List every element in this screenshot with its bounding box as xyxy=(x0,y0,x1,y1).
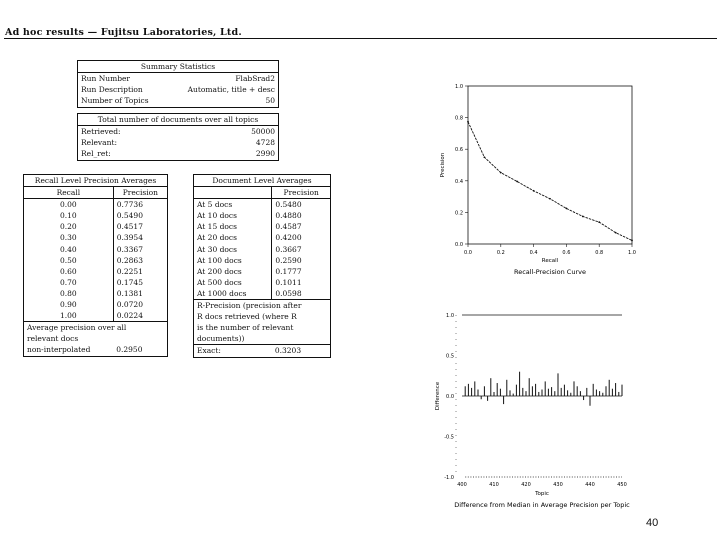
table-row xyxy=(194,266,331,277)
doc-precision-cell: 0.0598 xyxy=(272,288,331,300)
table-row xyxy=(24,299,168,310)
average-precision-label: relevant docs xyxy=(24,333,168,344)
totals-label: Relevant: xyxy=(81,138,118,147)
recall-table-title: Recall Level Precision Averages xyxy=(24,175,168,187)
y-tick-label: 0.4 xyxy=(455,178,463,185)
totals-value: 50000 xyxy=(251,127,275,136)
x-axis-label: Topic xyxy=(535,491,549,497)
header-rule xyxy=(4,38,717,39)
table-row xyxy=(24,221,168,232)
table-row xyxy=(194,255,331,266)
precision-column-header: Precision xyxy=(113,187,167,199)
precision-cell: 0.5490 xyxy=(113,210,167,221)
doc-cutoff-label: At 1000 docs xyxy=(194,288,272,300)
table-row xyxy=(194,277,331,288)
doc-cutoff-label: At 10 docs xyxy=(194,210,272,221)
doc-precision-cell: 0.5480 xyxy=(272,199,331,211)
data-point xyxy=(467,121,469,123)
precision-cell: 0.2251 xyxy=(113,266,167,277)
doc-precision-cell: 0.2590 xyxy=(272,255,331,266)
doc-table-title: Document Level Averages xyxy=(194,175,331,187)
data-point xyxy=(582,216,584,218)
totals-row xyxy=(78,137,278,148)
table-row xyxy=(194,244,331,255)
recall-cell: 1.00 xyxy=(24,310,114,322)
doc-precision-header: Precision xyxy=(272,187,331,199)
chart-title: Difference from Median in Average Precision per Topic xyxy=(454,501,630,509)
summary-box xyxy=(77,60,279,108)
y-tick-label: 1.0 xyxy=(455,84,463,90)
doc-blank-header xyxy=(194,187,272,199)
precision-cell: 0.3954 xyxy=(113,232,167,243)
recall-cell: 0.70 xyxy=(24,277,114,288)
recall-cell: 0.00 xyxy=(24,199,114,211)
x-axis-label: Recall xyxy=(541,258,559,264)
precision-cell: 0.0224 xyxy=(113,310,167,322)
summary-row xyxy=(78,84,278,95)
data-point xyxy=(598,221,600,223)
precision-cell: 0.4517 xyxy=(113,221,167,232)
data-point xyxy=(615,232,617,234)
doc-cutoff-label: At 30 docs xyxy=(194,244,272,255)
recall-cell: 0.40 xyxy=(24,244,114,255)
average-precision-label: Average precision over all xyxy=(24,322,168,334)
r-precision-text: documents)) xyxy=(194,333,331,345)
x-tick-label: 0.2 xyxy=(496,250,505,256)
summary-row xyxy=(78,73,278,84)
y-tick-label: 0.6 xyxy=(455,147,463,154)
summary-value: 50 xyxy=(265,96,275,105)
precision-cell: 0.0720 xyxy=(113,299,167,310)
y-tick-label: 0.0 xyxy=(455,242,463,248)
summary-label: Run Number xyxy=(81,74,131,83)
data-point xyxy=(500,172,502,174)
average-precision-value: 0.2950 xyxy=(113,344,167,356)
difference-from-median-chart xyxy=(430,305,650,515)
table-row xyxy=(24,288,168,299)
recall-cell: 0.80 xyxy=(24,288,114,299)
totals-row xyxy=(78,148,278,159)
x-tick-label: 420 xyxy=(521,482,531,488)
x-tick-label: 1.0 xyxy=(628,250,636,256)
data-point xyxy=(631,240,633,242)
x-tick-label: 450 xyxy=(617,482,627,488)
table-row xyxy=(24,310,168,322)
totals-value: 4728 xyxy=(255,138,275,147)
recall-precision-chart xyxy=(430,78,650,283)
doc-precision-cell: 0.1777 xyxy=(272,266,331,277)
x-tick-label: 0.0 xyxy=(464,250,472,256)
recall-cell: 0.30 xyxy=(24,232,114,243)
totals-label: Rel_ret: xyxy=(81,149,111,158)
doc-precision-cell: 0.4880 xyxy=(272,210,331,221)
data-point xyxy=(533,190,535,192)
page-number: 40 xyxy=(646,517,659,529)
precision-series-line xyxy=(468,122,632,241)
y-tick-label: 0.0 xyxy=(446,394,454,400)
table-row xyxy=(24,244,168,255)
totals-title: Total number of documents over all topics xyxy=(78,114,278,126)
x-tick-label: 0.6 xyxy=(562,250,571,256)
doc-precision-cell: 0.4587 xyxy=(272,221,331,232)
precision-cell: 0.1381 xyxy=(113,288,167,299)
document-level-table xyxy=(193,174,331,358)
data-point xyxy=(549,198,551,200)
y-axis-label: Precision xyxy=(440,152,446,178)
recall-cell: 0.60 xyxy=(24,266,114,277)
chart-title: Recall-Precision Curve xyxy=(514,268,586,276)
y-axis-label: Difference xyxy=(435,381,441,411)
exact-label: Exact: xyxy=(194,345,272,357)
totals-box xyxy=(77,113,279,161)
y-tick-label: 0.5 xyxy=(446,353,454,360)
doc-cutoff-label: At 20 docs xyxy=(194,232,272,243)
summary-value: Automatic, title + desc xyxy=(187,85,275,94)
x-tick-label: 430 xyxy=(553,482,563,488)
summary-label: Number of Topics xyxy=(81,96,149,105)
table-row xyxy=(194,199,331,211)
table-row xyxy=(194,210,331,221)
r-precision-text: R docs retrieved (where R xyxy=(194,311,331,322)
recall-cell: 0.50 xyxy=(24,255,114,266)
totals-value: 2990 xyxy=(255,149,275,158)
page-header: Ad hoc results — Fujitsu Laboratories, Ltd. xyxy=(5,27,242,38)
data-point xyxy=(484,156,486,158)
average-precision-label: non-interpolated xyxy=(24,344,114,356)
table-row xyxy=(24,266,168,277)
summary-value: FlabSrad2 xyxy=(235,74,275,83)
y-tick-label: 0.2 xyxy=(455,210,463,217)
table-row xyxy=(194,221,331,232)
table-row xyxy=(24,232,168,243)
doc-precision-cell: 0.3667 xyxy=(272,244,331,255)
precision-cell: 0.1745 xyxy=(113,277,167,288)
x-tick-label: 410 xyxy=(489,482,499,488)
exact-value: 0.3203 xyxy=(272,345,331,357)
data-point xyxy=(566,208,568,210)
x-tick-label: 0.8 xyxy=(595,250,604,256)
doc-cutoff-label: At 500 docs xyxy=(194,277,272,288)
x-tick-label: 400 xyxy=(457,482,467,488)
y-tick-label: -0.5 xyxy=(444,434,454,441)
totals-label: Retrieved: xyxy=(81,127,121,136)
table-row xyxy=(24,255,168,266)
doc-cutoff-label: At 200 docs xyxy=(194,266,272,277)
summary-row xyxy=(78,95,278,106)
doc-precision-cell: 0.4200 xyxy=(272,232,331,243)
totals-row xyxy=(78,126,278,137)
table-row xyxy=(24,210,168,221)
doc-cutoff-label: At 100 docs xyxy=(194,255,272,266)
recall-column-header: Recall xyxy=(24,187,114,199)
table-row xyxy=(24,199,168,211)
table-row xyxy=(194,232,331,243)
recall-cell: 0.90 xyxy=(24,299,114,310)
recall-cell: 0.20 xyxy=(24,221,114,232)
x-tick-label: 440 xyxy=(585,482,595,488)
doc-cutoff-label: At 15 docs xyxy=(194,221,272,232)
recall-cell: 0.10 xyxy=(24,210,114,221)
r-precision-text: is the number of relevant xyxy=(194,322,331,333)
y-tick-label: -1.0 xyxy=(444,475,454,481)
table-row xyxy=(194,288,331,300)
recall-precision-table xyxy=(23,174,168,357)
doc-cutoff-label: At 5 docs xyxy=(194,199,272,211)
doc-precision-cell: 0.1011 xyxy=(272,277,331,288)
y-tick-label: 0.8 xyxy=(455,115,463,122)
x-tick-label: 0.4 xyxy=(529,250,538,256)
r-precision-text: R-Precision (precision after xyxy=(194,300,331,312)
table-row xyxy=(24,277,168,288)
summary-label: Run Description xyxy=(81,85,143,94)
data-point xyxy=(516,181,518,183)
y-tick-label: 1.0 xyxy=(446,313,454,319)
precision-cell: 0.2863 xyxy=(113,255,167,266)
summary-title: Summary Statistics xyxy=(78,61,278,73)
precision-cell: 0.3367 xyxy=(113,244,167,255)
precision-cell: 0.7736 xyxy=(113,199,167,211)
